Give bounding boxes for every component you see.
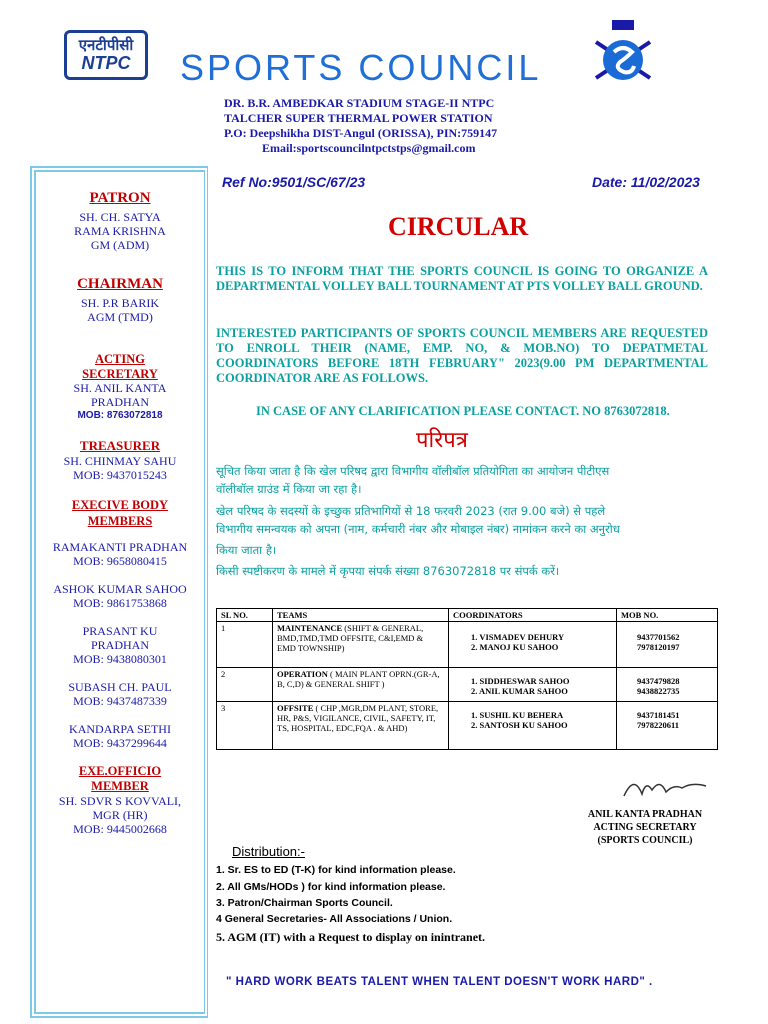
exofficio-name: SH. SDVR S KOVVALI,: [58, 794, 182, 808]
executive-heading: MEMBERS: [87, 514, 153, 528]
intro-paragraph: THIS IS TO INFORM THAT THE SPORTS COUNCIL IS GOING TO ORGANIZE A DEPARTMENTAL VOLLEY BALL TOURNAMENT AT PTS VOLLEY BALL GROUND.: [216, 264, 708, 293]
table-row: [217, 668, 718, 702]
distribution-heading: Distribution:-: [232, 844, 305, 859]
sl-cell: 1: [217, 622, 273, 668]
acting-name: SH. ANIL KANTA: [73, 381, 167, 395]
enroll-paragraph: INTERESTED PARTICIPANTS OF SPORTS COUNCIL MEMBERS ARE REQUESTED TO ENROLL THEIR (NAME, EMP. NO, & MOB.NO) TO DEPATMETAL COORDINATORS BEFORE 18TH FEBRUARY" 2023(9.00 PM DEPARTMENTAL COORDINATOR ARE AS FOLLOWS.: [216, 326, 708, 385]
acting-name: PRADHAN: [90, 395, 149, 409]
address-line: P.O: Deepshikha DIST-Angul (ORISSA), PIN:759147: [224, 126, 498, 140]
team-name: OPERATION: [277, 669, 328, 679]
patron-designation: GM (ADM): [90, 238, 150, 252]
table-header: MOB NO.: [617, 609, 718, 622]
mobile-number: 9437701562: [637, 632, 680, 642]
team-detail: (SHIFT & GENERAL, BMD,TMD,TMD OFFSITE, C&I,EMD & EMD TOWNSHIP): [277, 623, 424, 653]
hindi-line: किया जाता है।: [216, 543, 277, 557]
address-line: TALCHER SUPER THERMAL POWER STATION: [224, 111, 493, 125]
table-header: COORDINATORS: [449, 609, 617, 622]
team-cell: [273, 622, 449, 668]
mobile-number: 9437181451: [637, 710, 680, 720]
member-name: PRADHAN: [90, 638, 149, 652]
hindi-line: सूचित किया जाता है कि खेल परिषद द्वारा विभागीय वॉलीबॉल प्रतियोगिता का आयोजन पीटीएस: [216, 464, 610, 478]
acting-heading: ACTING: [94, 352, 145, 366]
member-name: PRASANT KU: [82, 624, 158, 638]
exofficio-heading: MEMBER: [91, 779, 149, 793]
mobile-cell: [617, 702, 718, 750]
page-title: SPORTS COUNCIL: [180, 47, 542, 88]
sports-council-emblem-icon: [590, 18, 656, 90]
signatory-org: (SPORTS COUNCIL): [597, 835, 693, 846]
team-cell: [273, 702, 449, 750]
coordinator-name: 2. MANOJ KU SAHOO: [471, 642, 559, 652]
team-cell: [273, 668, 449, 702]
coordinators-table: [216, 608, 718, 750]
exofficio-heading: EXE.OFFICIO: [78, 764, 162, 778]
member-name: RAMAKANTI PRADHAN: [52, 540, 188, 554]
patron-name: RAMA KRISHNA: [74, 224, 166, 238]
team-detail: ( MAIN PLANT OPRN.(GR-A, B, C,D) & GENERAL SHIFT ): [277, 669, 440, 689]
mobile-number: 7978220611: [637, 720, 680, 730]
hindi-line: वॉलीबॉल ग्राउंड में किया जा रहा है।: [216, 482, 362, 496]
mobile-cell: [617, 622, 718, 668]
logo-hindi-text: एनटीपीसी: [78, 36, 134, 54]
team-detail: ( CHP ,MGR,DM PLANT, STORE, HR, P&S, VIGILANCE, CIVIL, SAFETY, IT, TS, HOSPITAL, EDC,FQA . & AHD): [277, 703, 439, 733]
reference-number: Ref No:9501/SC/67/23: [222, 174, 366, 190]
treasurer-mobile: MOB: 9437015243: [73, 468, 167, 482]
acting-mobile: MOB: 8763072818: [77, 410, 163, 421]
mobile-number: 9438822735: [637, 686, 680, 696]
footer-quote: " HARD WORK BEATS TALENT WHEN TALENT DOESN'T WORK HARD" .: [226, 976, 653, 988]
chairman-name: SH. P.R BARIK: [80, 296, 160, 310]
exofficio-mobile: MOB: 9445002668: [73, 822, 167, 836]
coordinator-name: 1. SIDDHESWAR SAHOO: [471, 676, 570, 686]
team-name: OFFSITE: [277, 703, 314, 713]
table-header: SL NO.: [217, 609, 273, 622]
member-name: KANDARPA SETHI: [69, 722, 171, 736]
email-link[interactable]: Email:sportscouncilntpctstps@gmail.com: [262, 141, 476, 155]
hindi-line: किसी स्पष्टीकरण के मामले में कृपया संपर्क संख्या 8763072818 पर संपर्क करें।: [216, 564, 560, 578]
logo-text: NTPC: [81, 53, 131, 73]
sl-cell: 2: [217, 668, 273, 702]
team-name: MAINTENANCE: [277, 623, 343, 633]
chairman-heading: CHAIRMAN: [77, 276, 163, 292]
member-mobile: MOB: 9658080415: [73, 554, 167, 568]
coordinator-cell: [449, 668, 617, 702]
member-mobile: MOB: 9437487339: [73, 694, 167, 708]
distribution-item: 5. AGM (IT) with a Request to display on inintranet.: [216, 930, 486, 944]
table-row: [217, 702, 718, 750]
treasurer-heading: TREASURER: [79, 438, 161, 453]
mobile-cell: [617, 668, 718, 702]
address-line: DR. B.R. AMBEDKAR STADIUM STAGE-II NTPC: [224, 96, 495, 110]
coordinator-name: 2. SANTOSH KU SAHOO: [471, 720, 568, 730]
signatory-name: ANIL KANTA PRADHAN: [587, 809, 703, 820]
patron-heading: PATRON: [89, 190, 151, 206]
hindi-line: विभागीय समन्वयक को अपना (नाम, कर्मचारी नंबर और मोबाइल नंबर) नामांकन करने का अनुरोध: [216, 522, 620, 536]
member-name: SUBASH CH. PAUL: [68, 680, 172, 694]
distribution-item: 4 General Secretaries- All Associations / Union.: [216, 913, 453, 925]
acting-heading: SECRETARY: [82, 367, 158, 381]
distribution-item: 1. Sr. ES to ED (T-K) for kind information please.: [216, 864, 456, 876]
mobile-number: 7978120197: [637, 642, 680, 652]
coordinator-cell: [449, 702, 617, 750]
circular-title: CIRCULAR: [388, 212, 529, 241]
coordinator-name: 1. SUSHIL KU BEHERA: [471, 710, 564, 720]
hindi-line: खेल परिषद के सदस्यों के इच्छुक प्रतिभागियों से 18 फरवरी 2023 (रात 9.00 बजे) से पहले: [216, 504, 606, 518]
circular-date: Date: 11/02/2023: [592, 174, 700, 190]
table-row: [217, 622, 718, 668]
hindi-title: परिपत्र: [416, 428, 468, 453]
ntpc-logo: [64, 30, 148, 80]
sl-cell: 3: [217, 702, 273, 750]
signatory-block: [580, 808, 710, 847]
coordinator-name: 2. ANIL KUMAR SAHOO: [471, 686, 568, 696]
contact-paragraph: IN CASE OF ANY CLARIFICATION PLEASE CONTACT. NO 8763072818.: [256, 404, 670, 418]
coordinator-name: 1. VISMADEV DEHURY: [471, 632, 565, 642]
member-mobile: MOB: 9438080301: [73, 652, 167, 666]
member-name: ASHOK KUMAR SAHOO: [53, 582, 187, 596]
coordinator-cell: [449, 622, 617, 668]
table-header-row: [217, 609, 718, 622]
signature-icon: [620, 770, 710, 802]
member-mobile: MOB: 9861753868: [73, 596, 167, 610]
patron-name: SH. CH. SATYA: [79, 210, 161, 224]
exofficio-designation: MGR (HR): [92, 808, 148, 822]
mobile-number: 9437479828: [637, 676, 680, 686]
chairman-designation: AGM (TMD): [87, 310, 153, 324]
distribution-item: 3. Patron/Chairman Sports Council.: [216, 897, 393, 909]
member-mobile: MOB: 9437299644: [73, 736, 167, 750]
treasurer-name: SH. CHINMAY SAHU: [63, 454, 177, 468]
executive-heading: EXECIVE BODY: [71, 498, 169, 512]
distribution-item: 2. All GMs/HODs ) for kind information please.: [216, 881, 446, 893]
table-header: TEAMS: [273, 609, 449, 622]
sidebar: [30, 166, 208, 1018]
signatory-designation: ACTING SECRETARY: [593, 822, 697, 833]
